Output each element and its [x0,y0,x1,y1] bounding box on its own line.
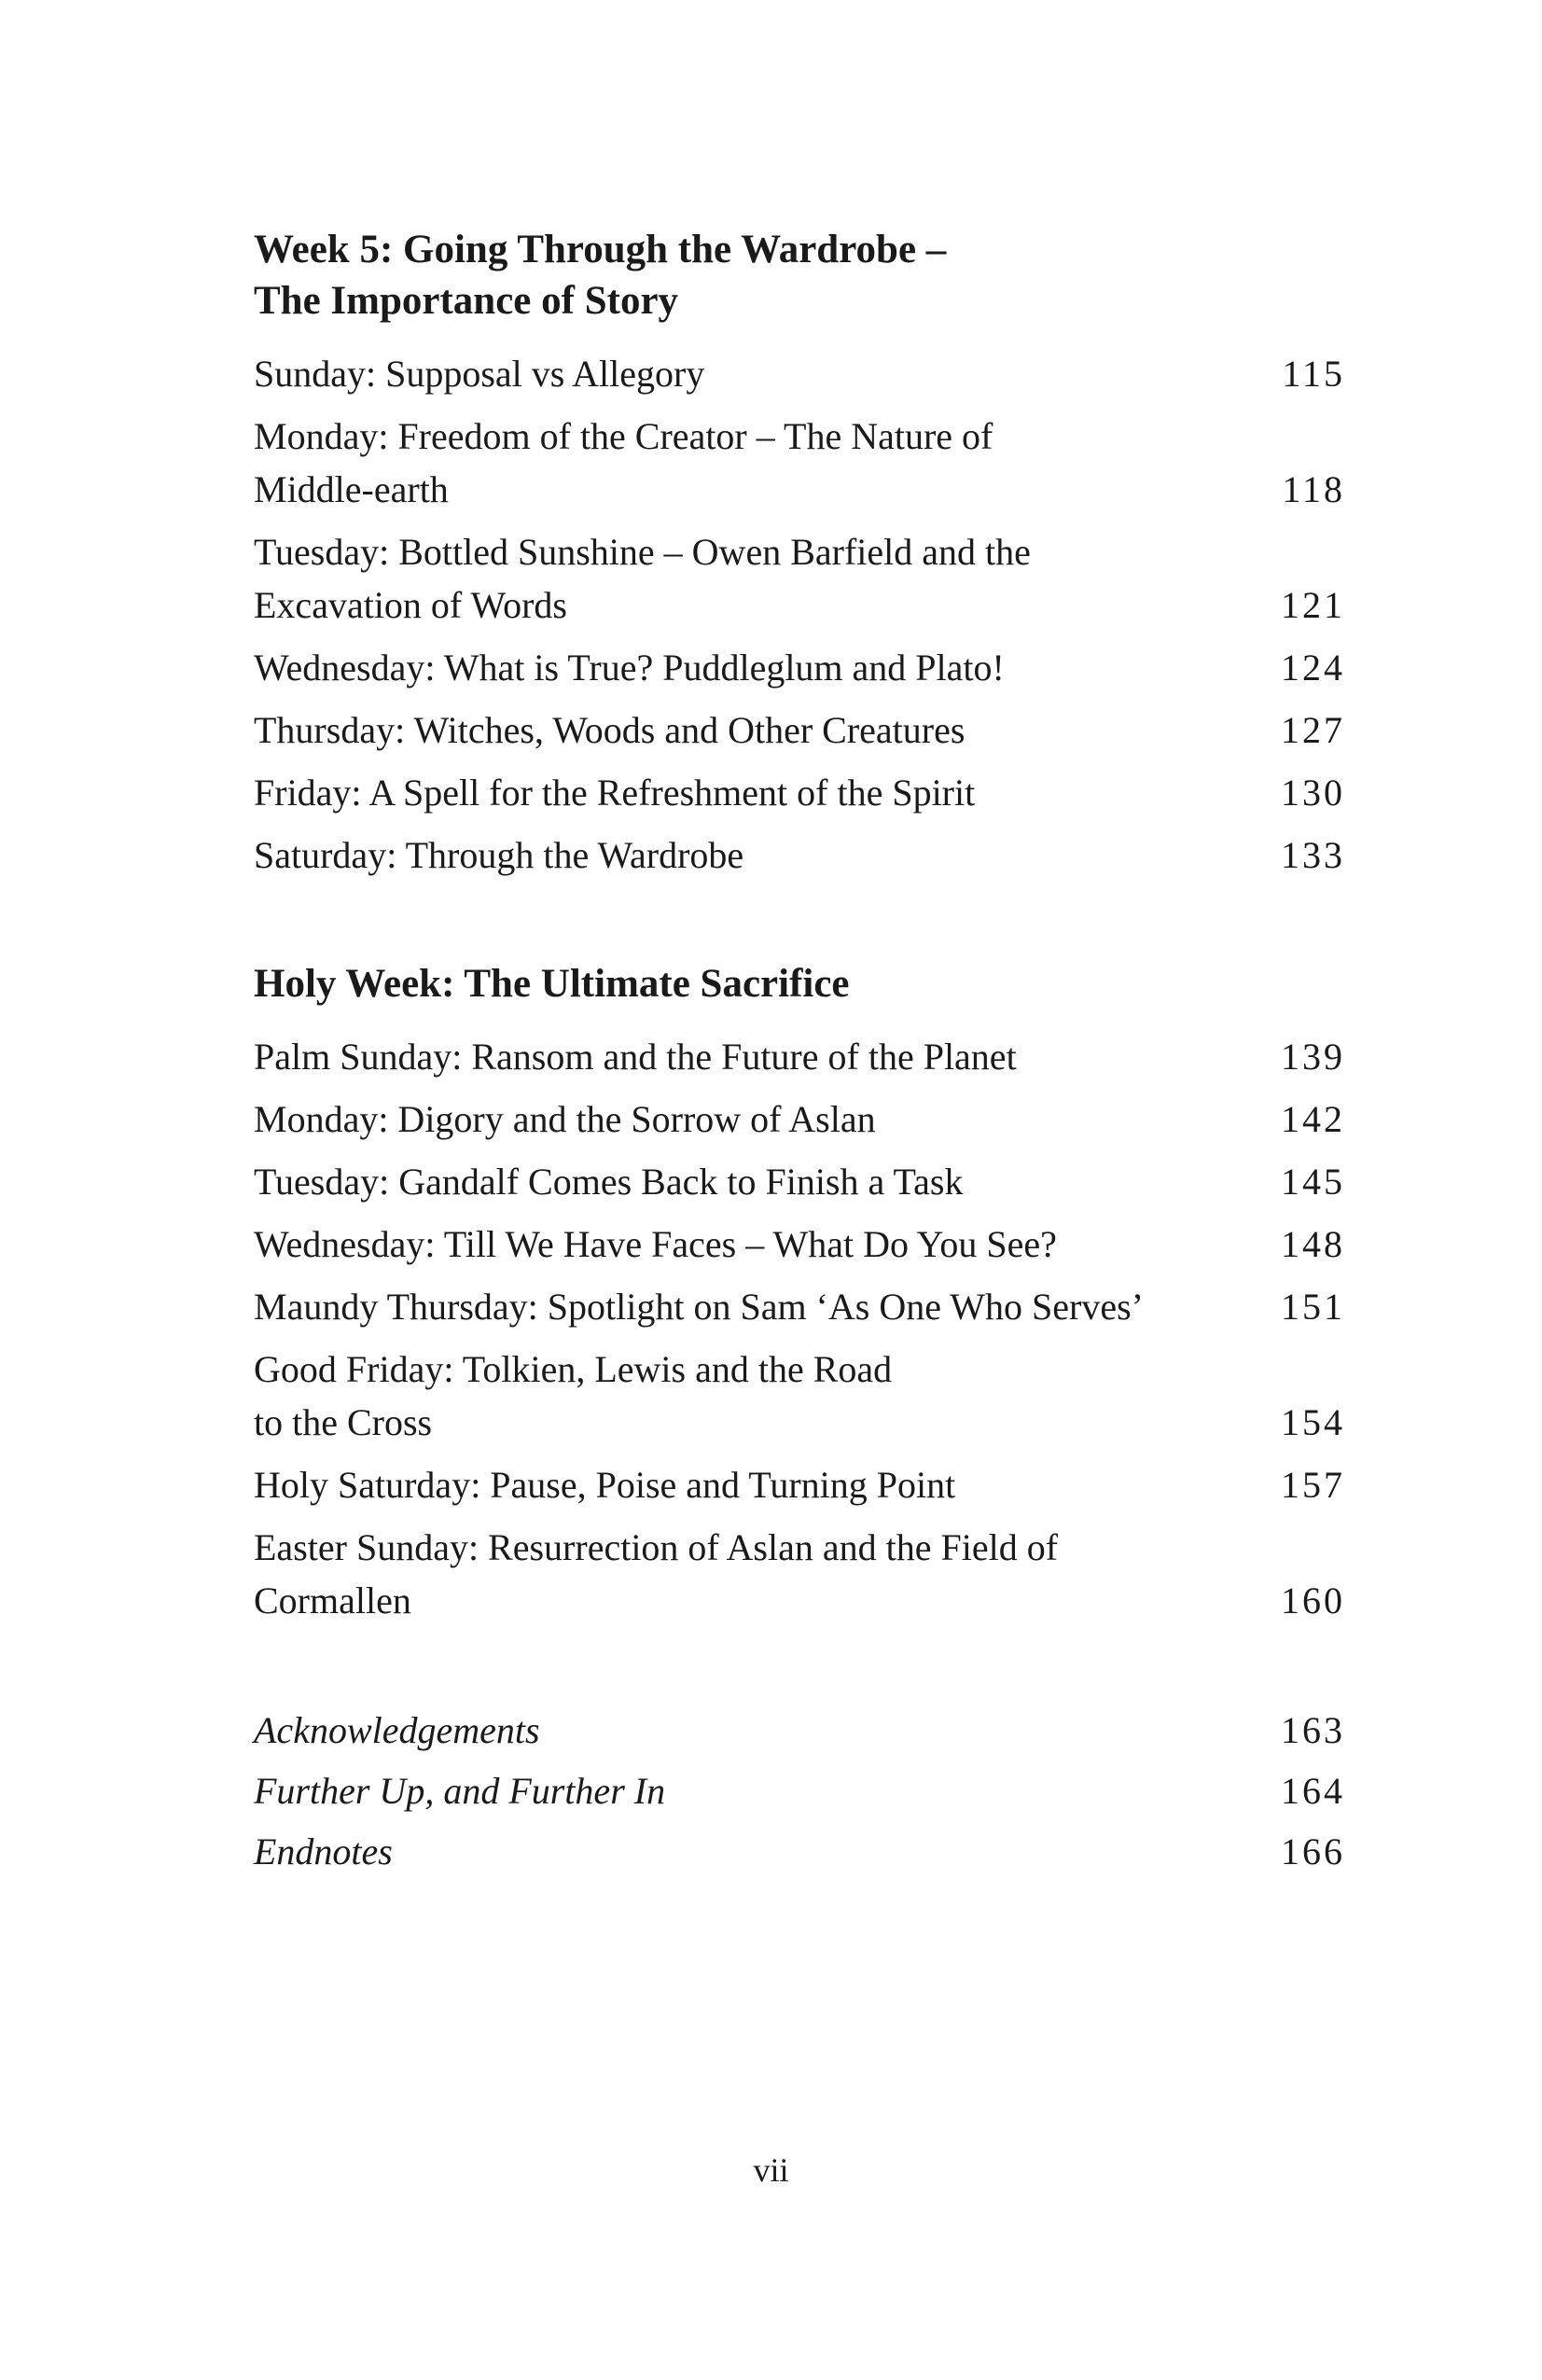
toc-entry-page-number: 151 [1281,1286,1345,1328]
toc-entry-page-number: 160 [1281,1580,1345,1621]
end-matter-entries [254,1704,1345,1878]
toc-entry-title [254,410,1271,516]
toc-entry-title-line: Friday: A Spell for the Refreshment of the Spirit [254,772,976,814]
toc-entry [254,641,1345,694]
toc-entry-title [254,347,1271,400]
toc-entry-title [254,525,1271,632]
end-matter-entry-page-number: 164 [1281,1770,1345,1812]
week5-entries [254,347,1345,882]
end-matter-entry-title: Further Up, and Further In [254,1770,666,1812]
holy-week-heading-text: Holy Week: The Ultimate Sacrifice [254,962,850,1006]
end-matter-entry [254,1764,1345,1817]
toc-entry-page-number: 115 [1282,353,1345,395]
toc-entry-page-number: 127 [1281,709,1345,751]
toc-entry [254,703,1345,757]
toc-entry-title [254,1521,1271,1627]
toc-entry [254,525,1345,632]
toc-entry [254,1030,1345,1083]
toc-entry-title-line: Wednesday: Till We Have Faces – What Do You See? [254,1223,1057,1265]
toc-entry-page-number: 133 [1281,834,1345,876]
toc-entry-title-line: Palm Sunday: Ransom and the Future of the Planet [254,1036,1017,1078]
holy-week-heading [254,958,1345,1009]
week5-heading-line2: The Importance of Story [254,279,679,323]
toc-entry [254,1280,1345,1333]
toc-entry-title-line: Middle-earth [254,468,449,510]
toc-entry-title-line: to the Cross [254,1401,433,1443]
toc-entry-page-number: 157 [1281,1464,1345,1506]
toc-entry-title [254,1093,1271,1146]
toc-entry-page-number: 118 [1282,468,1345,510]
toc-entry-title [254,1343,1271,1449]
toc-entry [254,1458,1345,1511]
toc-entry-title [254,703,1271,757]
toc-entry [254,347,1345,400]
end-matter-entry [254,1704,1345,1757]
toc-entry-title [254,828,1271,882]
toc-entry-title-line: Maundy Thursday: Spotlight on Sam ‘As One Who Serves’ [254,1286,1145,1328]
toc-entry-title-line: Tuesday: Bottled Sunshine – Owen Barfield and the [254,531,1031,573]
toc-entry-page-number: 148 [1281,1223,1345,1265]
week5-heading [254,224,1345,327]
end-matter-entry-title: Endnotes [254,1830,393,1872]
toc-entry [254,410,1345,516]
toc-entry [254,1218,1345,1271]
toc-entry [254,1155,1345,1208]
table-of-contents [254,224,1345,1886]
toc-entry-title-line: Monday: Freedom of the Creator – The Nature of [254,415,993,457]
toc-entry-title-line: Holy Saturday: Pause, Poise and Turning Point [254,1464,956,1506]
toc-entry-title [254,766,1271,819]
end-matter-entry [254,1825,1345,1878]
toc-entry-title [254,1218,1271,1271]
toc-entry-page-number: 154 [1281,1401,1345,1443]
toc-entry [254,1093,1345,1146]
toc-entry-title [254,1030,1271,1083]
toc-entry-page-number: 121 [1281,584,1345,626]
toc-entry-page-number: 130 [1281,772,1345,814]
toc-entry-title-line: Easter Sunday: Resurrection of Aslan and the Field of [254,1526,1059,1568]
toc-entry-title-line: Tuesday: Gandalf Comes Back to Finish a Task [254,1161,964,1203]
section-spacer [254,1636,1345,1704]
toc-entry-title-line: Excavation of Words [254,584,567,626]
toc-entry [254,828,1345,882]
section-spacer [254,891,1345,958]
end-matter-entry-page-number: 163 [1281,1709,1345,1751]
toc-entry-title-line: Cormallen [254,1580,411,1621]
toc-entry-title-line: Thursday: Witches, Woods and Other Creatures [254,709,965,751]
week5-heading-line1: Week 5: Going Through the Wardrobe – [254,228,947,271]
toc-entry-title [254,1280,1271,1333]
toc-entry-title [254,641,1271,694]
toc-entry-page-number: 124 [1281,647,1345,689]
toc-entry-page-number: 145 [1281,1161,1345,1203]
toc-entry-page-number: 142 [1281,1098,1345,1140]
end-matter-entry-page-number: 166 [1281,1830,1345,1872]
toc-entry-title-line: Monday: Digory and the Sorrow of Aslan [254,1098,876,1140]
toc-entry [254,1521,1345,1627]
end-matter-entry-title: Acknowledgements [254,1709,540,1751]
toc-entry-title [254,1458,1271,1511]
toc-entry-title-line: Saturday: Through the Wardrobe [254,834,744,876]
toc-entry-title-line: Sunday: Supposal vs Allegory [254,353,705,395]
toc-entry-title [254,1155,1271,1208]
toc-entry-title-line: Good Friday: Tolkien, Lewis and the Road [254,1348,893,1390]
toc-entry-page-number: 139 [1281,1036,1345,1078]
toc-entry [254,766,1345,819]
toc-entry-title-line: Wednesday: What is True? Puddleglum and Plato! [254,647,1005,689]
toc-entry [254,1343,1345,1449]
holy-week-entries [254,1030,1345,1627]
page-folio: vii [753,2151,789,2189]
